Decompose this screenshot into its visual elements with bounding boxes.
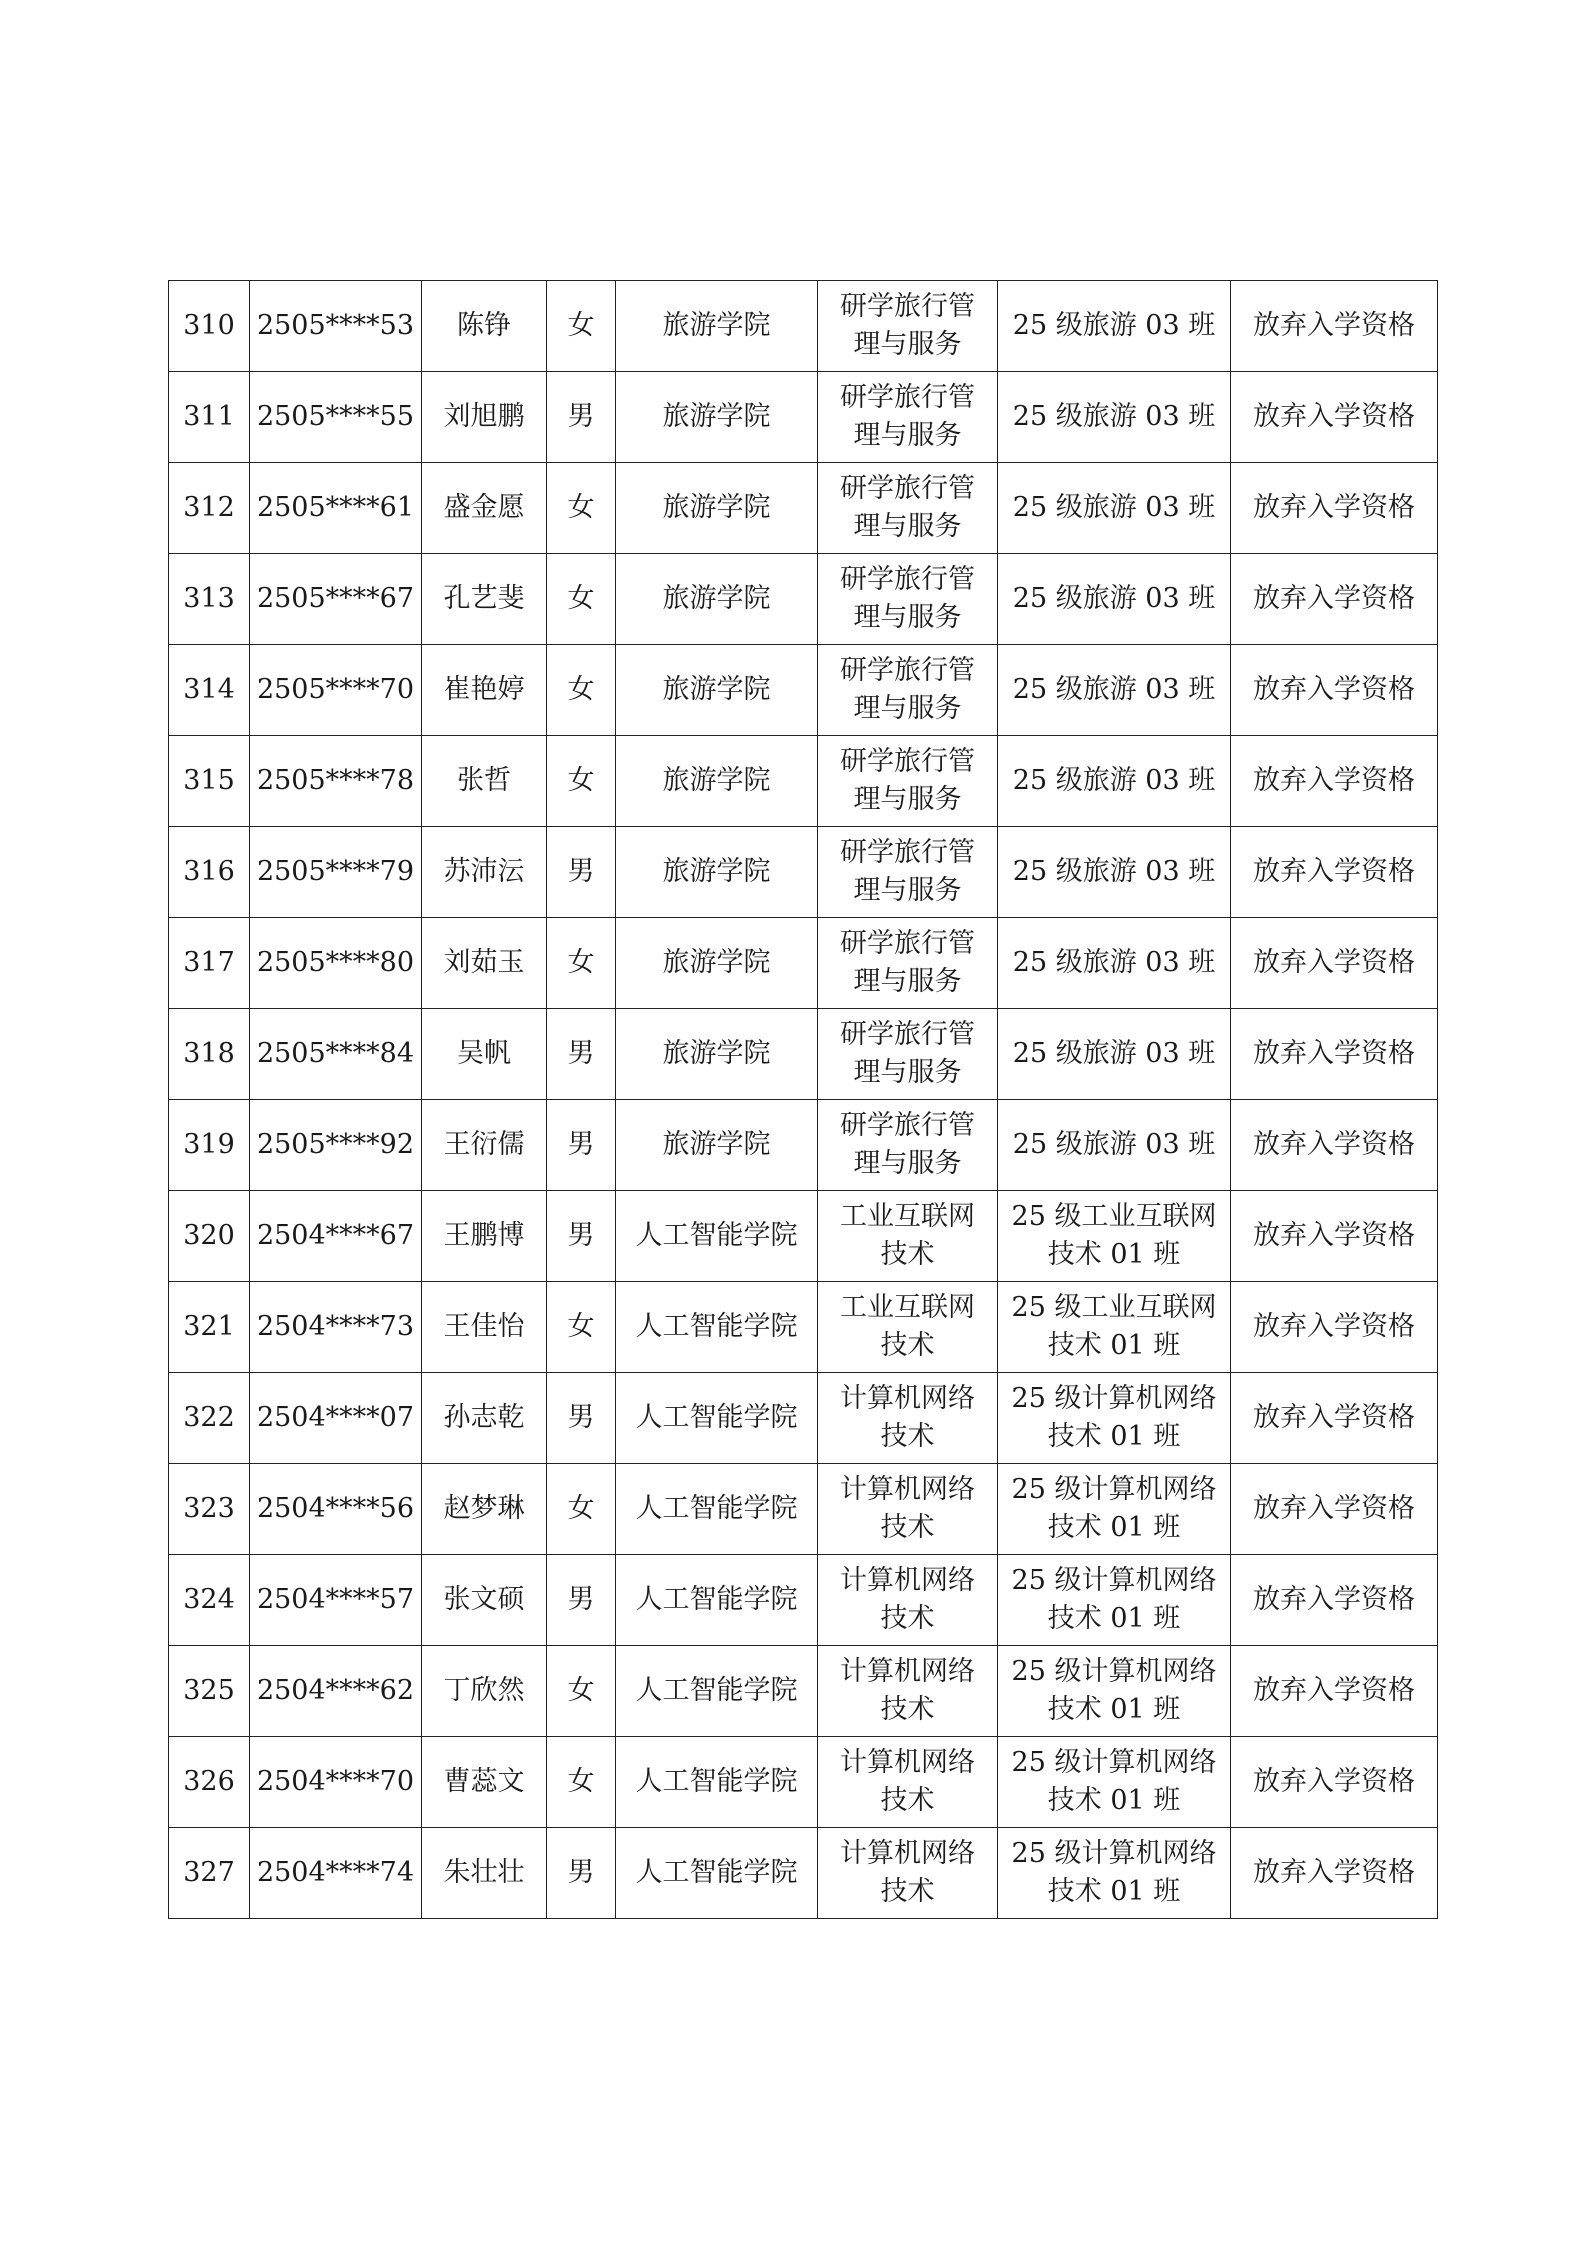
cell-status: 放弃入学资格	[1231, 827, 1438, 918]
cell-college: 旅游学院	[616, 736, 818, 827]
cell-status: 放弃入学资格	[1231, 645, 1438, 736]
cell-college: 人工智能学院	[616, 1464, 818, 1555]
table-row	[169, 736, 1438, 827]
cell-gender: 男	[547, 1828, 616, 1919]
cell-serial-number: 310	[169, 281, 250, 372]
cell-gender: 女	[547, 554, 616, 645]
cell-status: 放弃入学资格	[1231, 554, 1438, 645]
cell-student-id: 2505****79	[250, 827, 422, 918]
cell-serial-number: 318	[169, 1009, 250, 1100]
cell-class: 25 级计算机网络 技术 01 班	[998, 1464, 1231, 1555]
cell-student-name: 吴帆	[422, 1009, 547, 1100]
cell-status: 放弃入学资格	[1231, 1737, 1438, 1828]
cell-class: 25 级计算机网络 技术 01 班	[998, 1555, 1231, 1646]
table-row	[169, 554, 1438, 645]
table-row	[169, 1191, 1438, 1282]
cell-major: 计算机网络 技术	[818, 1555, 998, 1646]
cell-student-name: 张哲	[422, 736, 547, 827]
table-row	[169, 1737, 1438, 1828]
cell-student-id: 2504****07	[250, 1373, 422, 1464]
cell-gender: 女	[547, 1737, 616, 1828]
cell-major: 研学旅行管 理与服务	[818, 645, 998, 736]
cell-student-name: 陈铮	[422, 281, 547, 372]
cell-status: 放弃入学资格	[1231, 1646, 1438, 1737]
cell-major: 计算机网络 技术	[818, 1646, 998, 1737]
cell-major: 计算机网络 技术	[818, 1464, 998, 1555]
cell-major: 工业互联网 技术	[818, 1191, 998, 1282]
cell-major: 计算机网络 技术	[818, 1828, 998, 1919]
cell-serial-number: 316	[169, 827, 250, 918]
table-row	[169, 372, 1438, 463]
table-row	[169, 463, 1438, 554]
cell-student-name: 丁欣然	[422, 1646, 547, 1737]
cell-gender: 男	[547, 1100, 616, 1191]
cell-student-name: 刘旭鹏	[422, 372, 547, 463]
table-row	[169, 827, 1438, 918]
cell-student-id: 2504****62	[250, 1646, 422, 1737]
cell-student-id: 2504****74	[250, 1828, 422, 1919]
cell-student-name: 王鹏博	[422, 1191, 547, 1282]
cell-class: 25 级工业互联网 技术 01 班	[998, 1282, 1231, 1373]
cell-student-name: 张文硕	[422, 1555, 547, 1646]
cell-class: 25 级计算机网络 技术 01 班	[998, 1828, 1231, 1919]
cell-college: 旅游学院	[616, 372, 818, 463]
cell-college: 旅游学院	[616, 918, 818, 1009]
cell-class: 25 级旅游 03 班	[998, 554, 1231, 645]
cell-gender: 女	[547, 1282, 616, 1373]
cell-gender: 女	[547, 736, 616, 827]
cell-gender: 男	[547, 827, 616, 918]
cell-student-id: 2505****55	[250, 372, 422, 463]
table-row	[169, 1464, 1438, 1555]
cell-student-name: 王衍儒	[422, 1100, 547, 1191]
cell-status: 放弃入学资格	[1231, 918, 1438, 1009]
cell-status: 放弃入学资格	[1231, 463, 1438, 554]
cell-major: 研学旅行管 理与服务	[818, 554, 998, 645]
cell-student-id: 2505****78	[250, 736, 422, 827]
table-row	[169, 918, 1438, 1009]
cell-gender: 女	[547, 1464, 616, 1555]
cell-status: 放弃入学资格	[1231, 1464, 1438, 1555]
cell-class: 25 级计算机网络 技术 01 班	[998, 1373, 1231, 1464]
cell-class: 25 级旅游 03 班	[998, 736, 1231, 827]
cell-student-name: 孔艺斐	[422, 554, 547, 645]
cell-serial-number: 324	[169, 1555, 250, 1646]
cell-student-name: 苏沛沄	[422, 827, 547, 918]
table-row	[169, 1555, 1438, 1646]
cell-class: 25 级旅游 03 班	[998, 1100, 1231, 1191]
cell-serial-number: 326	[169, 1737, 250, 1828]
cell-status: 放弃入学资格	[1231, 1828, 1438, 1919]
cell-major: 计算机网络 技术	[818, 1373, 998, 1464]
table-row	[169, 1100, 1438, 1191]
cell-major: 工业互联网 技术	[818, 1282, 998, 1373]
cell-college: 人工智能学院	[616, 1282, 818, 1373]
cell-college: 旅游学院	[616, 1009, 818, 1100]
table-row	[169, 1009, 1438, 1100]
cell-serial-number: 312	[169, 463, 250, 554]
cell-status: 放弃入学资格	[1231, 1191, 1438, 1282]
cell-gender: 男	[547, 372, 616, 463]
cell-major: 研学旅行管 理与服务	[818, 281, 998, 372]
cell-college: 人工智能学院	[616, 1191, 818, 1282]
cell-class: 25 级旅游 03 班	[998, 281, 1231, 372]
cell-major: 计算机网络 技术	[818, 1737, 998, 1828]
cell-gender: 男	[547, 1009, 616, 1100]
table-row	[169, 645, 1438, 736]
cell-college: 人工智能学院	[616, 1373, 818, 1464]
cell-college: 旅游学院	[616, 645, 818, 736]
cell-gender: 女	[547, 463, 616, 554]
cell-serial-number: 323	[169, 1464, 250, 1555]
cell-serial-number: 311	[169, 372, 250, 463]
cell-serial-number: 327	[169, 1828, 250, 1919]
cell-student-name: 崔艳婷	[422, 645, 547, 736]
table-row	[169, 1828, 1438, 1919]
cell-class: 25 级旅游 03 班	[998, 372, 1231, 463]
cell-serial-number: 322	[169, 1373, 250, 1464]
cell-serial-number: 315	[169, 736, 250, 827]
cell-status: 放弃入学资格	[1231, 736, 1438, 827]
table-body	[169, 281, 1438, 1919]
cell-student-name: 刘茹玉	[422, 918, 547, 1009]
cell-serial-number: 321	[169, 1282, 250, 1373]
cell-status: 放弃入学资格	[1231, 1100, 1438, 1191]
cell-serial-number: 317	[169, 918, 250, 1009]
cell-college: 人工智能学院	[616, 1646, 818, 1737]
cell-student-id: 2504****57	[250, 1555, 422, 1646]
cell-major: 研学旅行管 理与服务	[818, 463, 998, 554]
cell-status: 放弃入学资格	[1231, 1009, 1438, 1100]
cell-gender: 男	[547, 1191, 616, 1282]
cell-class: 25 级工业互联网 技术 01 班	[998, 1191, 1231, 1282]
cell-gender: 女	[547, 281, 616, 372]
cell-class: 25 级旅游 03 班	[998, 463, 1231, 554]
cell-student-id: 2505****80	[250, 918, 422, 1009]
cell-serial-number: 320	[169, 1191, 250, 1282]
cell-college: 旅游学院	[616, 463, 818, 554]
cell-status: 放弃入学资格	[1231, 1373, 1438, 1464]
cell-serial-number: 325	[169, 1646, 250, 1737]
cell-college: 旅游学院	[616, 827, 818, 918]
table-row	[169, 1282, 1438, 1373]
cell-status: 放弃入学资格	[1231, 1555, 1438, 1646]
cell-college: 人工智能学院	[616, 1555, 818, 1646]
cell-student-name: 盛金愿	[422, 463, 547, 554]
cell-major: 研学旅行管 理与服务	[818, 736, 998, 827]
cell-gender: 女	[547, 645, 616, 736]
cell-gender: 男	[547, 1373, 616, 1464]
cell-student-id: 2505****67	[250, 554, 422, 645]
cell-major: 研学旅行管 理与服务	[818, 1100, 998, 1191]
cell-student-name: 孙志乾	[422, 1373, 547, 1464]
cell-gender: 女	[547, 1646, 616, 1737]
cell-student-id: 2504****56	[250, 1464, 422, 1555]
cell-serial-number: 314	[169, 645, 250, 736]
cell-student-id: 2505****53	[250, 281, 422, 372]
cell-college: 旅游学院	[616, 554, 818, 645]
cell-status: 放弃入学资格	[1231, 372, 1438, 463]
cell-student-name: 赵梦琳	[422, 1464, 547, 1555]
cell-class: 25 级计算机网络 技术 01 班	[998, 1646, 1231, 1737]
cell-college: 旅游学院	[616, 1100, 818, 1191]
table-row	[169, 1373, 1438, 1464]
cell-student-id: 2504****73	[250, 1282, 422, 1373]
cell-student-id: 2505****84	[250, 1009, 422, 1100]
cell-major: 研学旅行管 理与服务	[818, 1009, 998, 1100]
student-table	[168, 280, 1438, 1919]
cell-student-name: 朱壮壮	[422, 1828, 547, 1919]
cell-student-name: 曹蕊文	[422, 1737, 547, 1828]
cell-class: 25 级旅游 03 班	[998, 645, 1231, 736]
cell-serial-number: 319	[169, 1100, 250, 1191]
table-row	[169, 281, 1438, 372]
cell-gender: 男	[547, 1555, 616, 1646]
cell-student-name: 王佳怡	[422, 1282, 547, 1373]
cell-status: 放弃入学资格	[1231, 281, 1438, 372]
cell-major: 研学旅行管 理与服务	[818, 827, 998, 918]
table-row	[169, 1646, 1438, 1737]
cell-status: 放弃入学资格	[1231, 1282, 1438, 1373]
cell-gender: 女	[547, 918, 616, 1009]
cell-student-id: 2505****92	[250, 1100, 422, 1191]
cell-student-id: 2504****70	[250, 1737, 422, 1828]
cell-class: 25 级旅游 03 班	[998, 918, 1231, 1009]
cell-student-id: 2505****61	[250, 463, 422, 554]
cell-major: 研学旅行管 理与服务	[818, 918, 998, 1009]
cell-class: 25 级旅游 03 班	[998, 1009, 1231, 1100]
cell-college: 旅游学院	[616, 281, 818, 372]
cell-serial-number: 313	[169, 554, 250, 645]
cell-student-id: 2505****70	[250, 645, 422, 736]
cell-major: 研学旅行管 理与服务	[818, 372, 998, 463]
cell-college: 人工智能学院	[616, 1828, 818, 1919]
cell-student-id: 2504****67	[250, 1191, 422, 1282]
cell-college: 人工智能学院	[616, 1737, 818, 1828]
cell-class: 25 级计算机网络 技术 01 班	[998, 1737, 1231, 1828]
cell-class: 25 级旅游 03 班	[998, 827, 1231, 918]
